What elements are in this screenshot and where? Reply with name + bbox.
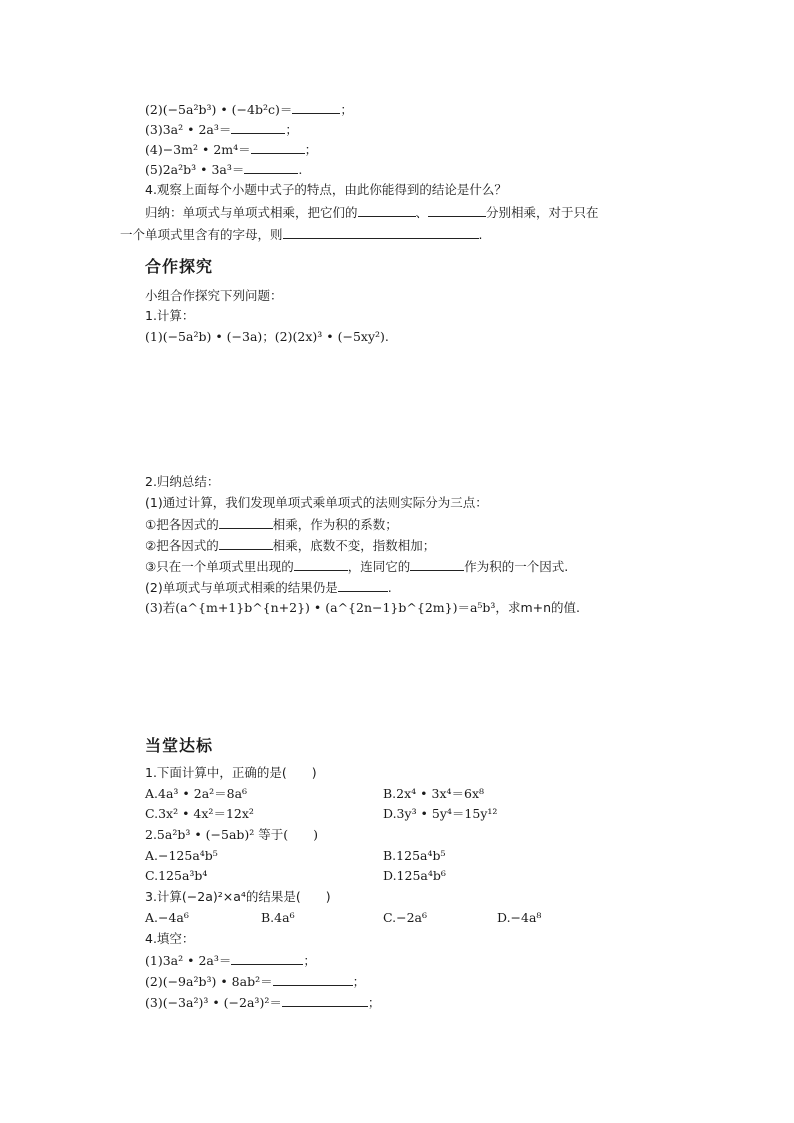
problem-2 [145,101,353,118]
rule-intro: (1)通过计算，我们发现单项式乘单项式的法则实际分为三点： [145,495,488,510]
punct: ； [367,995,381,1010]
rule-result [145,579,392,596]
fill-text: (3)(−3a²)³ • (−2a³)²＝ [145,995,282,1010]
rule-text: 求m+n的值. [507,600,580,615]
check-q3: 3.计算(−2a)²×a⁴的结果是( ) [145,889,331,904]
check-q1: 1.下面计算中，正确的是( ) [145,765,317,780]
answer-blank[interactable] [294,558,348,571]
check-q4: 4.填空： [145,931,195,946]
punct: ； [304,142,318,157]
rule-text: 相乘，作为积的系数； [272,517,398,532]
rule-3 [145,558,568,575]
coop-intro: 小组合作探究下列问题： [145,288,283,303]
check-q1-option-b[interactable]: B.2x⁴ • 3x⁴＝6x⁸ [383,786,485,801]
answer-blank[interactable] [231,121,285,134]
answer-blank[interactable] [273,973,353,986]
check-q1-option-a[interactable]: A.4a³ • 2a²＝8a⁶ [145,786,248,801]
rule-text: 相乘，底数不变，指数相加； [272,538,436,553]
answer-blank[interactable] [282,994,368,1007]
answer-blank[interactable] [219,537,273,550]
summary-line-1 [145,204,599,221]
check-q3-option-c[interactable]: C.−2a⁶ [383,910,427,925]
problem-5-text: (5)2a²b³ • 3a³＝ [145,162,245,177]
answer-blank[interactable] [410,558,464,571]
check-q2-option-a[interactable]: A.−125a⁴b⁵ [145,848,218,863]
problem-3-text: (3)3a² • 2a³＝ [145,122,232,137]
check-q3-option-d[interactable]: D.−4a⁸ [497,910,542,925]
problem-3 [145,121,298,138]
answer-blank[interactable] [244,161,298,174]
coop-q1-label: 1.计算： [145,308,195,323]
problem-4-text: (4)−3m² • 2m⁴＝ [145,142,251,157]
punct: . [298,162,303,177]
answer-blank[interactable] [251,141,305,154]
punct: ； [352,974,366,989]
answer-blank[interactable] [358,204,416,217]
answer-blank[interactable] [231,952,303,965]
check-q2: 2.5a²b³ • (−5ab)² 等于( ) [145,827,319,842]
coop-q1-expr: (1)(−5a²b) • (−3a)；(2)(2x)³ • (−5xy²). [145,329,389,344]
check-q3-option-b[interactable]: B.4a⁶ [261,910,295,925]
answer-blank[interactable] [283,226,479,239]
rule-text: (2)单项式与单项式相乘的结果仍是 [145,580,338,595]
fill-text: (1)3a² • 2a³＝ [145,953,232,968]
check-q3-option-a[interactable]: A.−4a⁶ [145,910,189,925]
answer-blank[interactable] [219,516,273,529]
rule-text: 作为积的一个因式. [464,559,569,574]
problem-5 [145,161,302,178]
check-q2-option-b[interactable]: B.125a⁴b⁵ [383,848,446,863]
rule-text: ③只在一个单项式里出现的 [145,559,294,574]
punct: ； [303,953,316,968]
rule-1 [145,516,398,533]
fill-text: (2)(−9a²b³) • 8ab²＝ [145,974,273,989]
summary-text: 、 [415,205,429,220]
summary-text: 一个单项式里含有的字母，则 [120,227,283,242]
section-title-coop: 合作探究 [145,257,214,276]
section-title-check: 当堂达标 [145,736,214,755]
check-q2-option-d[interactable]: D.125a⁴b⁶ [383,868,446,883]
rule-text: ①把各因式的 [145,517,219,532]
coop-q2-label: 2.归纳总结： [145,474,220,489]
summary-text: 归纳：单项式与单项式相乘，把它们的 [145,205,358,220]
punct: ； [285,122,298,137]
summary-text: 分别相乘，对于只在 [486,205,599,220]
check-q1-option-c[interactable]: C.3x² • 4x²＝12x² [145,806,254,821]
summary-line-2 [120,226,483,243]
check-q4-3 [145,994,380,1011]
answer-blank[interactable] [428,204,486,217]
answer-blank[interactable] [338,579,388,592]
check-q4-1 [145,952,316,969]
answer-blank[interactable] [292,101,340,114]
check-q4-2 [145,973,365,990]
rule-text: ②把各因式的 [145,538,219,553]
check-q1-option-d[interactable]: D.3y³ • 5y⁴＝15y¹² [383,806,498,821]
observe-question: 4.观察上面每个小题中式子的特点，由此你能得到的结论是什么？ [145,182,507,197]
check-q2-option-c[interactable]: C.125a³b⁴ [145,868,208,883]
punct: . [387,580,392,595]
rule-text: (3)若(a^{m+1}b^{n+2}) • (a^{2n−1}b^{2m})＝a⁵b³， [145,600,508,615]
rule-2 [145,537,435,554]
punct: . [478,227,483,242]
problem-4 [145,141,317,158]
rule-text: ，连同它的 [347,559,411,574]
rule-q3 [145,600,580,616]
problem-2-text: (2)(−5a²b³) • (−4b²c)＝ [145,102,293,117]
punct: ； [340,102,353,117]
